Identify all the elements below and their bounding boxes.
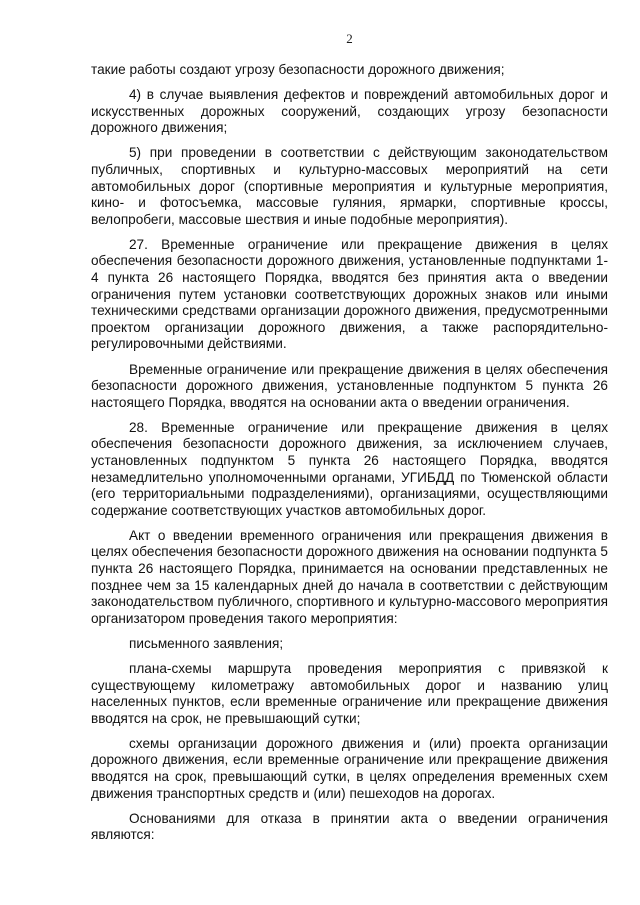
paragraph-refusal-grounds: Основаниями для отказа в принятии акта о введении ограничения являются: bbox=[91, 810, 608, 843]
paragraph-clause-27-continued: Временные ограничение или прекращение движения в целях обеспечения безопасности дорожного движения, установленные подпунктом 5 пункта 26 настоящего Порядка, вводятся на основании акта о введении ограничения. bbox=[91, 361, 608, 410]
paragraph-route-plan: плана-схемы маршрута проведения мероприятия с привязкой к существующему километражу автомобильных дорог и названию улиц населенных пунктов, если временные ограничение или прекращение движения вводятся на срок, не превышающий сутки; bbox=[91, 661, 608, 726]
paragraph-clause-27: 27. Временные ограничение или прекращение движения в целях обеспечения безопасности дорожного движения, установленные подпунктами 1-4 пункта 26 настоящего Порядка, вводятся без принятия акта о введении ограничения путем установки соответствующих дорожных знаков или иными техническими средствами организации дорожного движения, предусмотренными проектом организации дорожного движения, а также распорядительно-регулировочными действиями. bbox=[91, 236, 608, 352]
paragraph-traffic-scheme: схемы организации дорожного движения и (или) проекта организации дорожного движения, если временные ограничение или прекращение движения вводятся на срок, превышающий сутки, в целях определения временных схем движения транспортных средств и (или) пешеходов на дорогах. bbox=[91, 735, 608, 801]
page-number: 2 bbox=[346, 31, 353, 46]
paragraph-item-4: 4) в случае выявления дефектов и повреждений автомобильных дорог и искусственных дорожных сооружений, создающих угрозу безопасности дорожного движения; bbox=[91, 87, 608, 136]
document-body bbox=[91, 62, 608, 844]
paragraph-clause-28: 28. Временные ограничение или прекращение движения в целях обеспечения безопасности дорожного движения, за исключением случаев, установленных подпунктом 5 пункта 26 настоящего Порядка, вводятся незамедлительно уполномоченными органами, УГИБДД по Тюменской области (его территориальными подразделениями), организациями, осуществляющими содержание соответствующих участков автомобильных дорог. bbox=[91, 419, 608, 518]
paragraph-continuation: такие работы создают угрозу безопасности дорожного движения; bbox=[91, 62, 505, 77]
paragraph-act-basis: Акт о введении временного ограничения или прекращения движения в целях обеспечения безопасности дорожного движения на основании подпункта 5 пункта 26 настоящего Порядка, принимается на основании представленных не позднее чем за 15 календарных дней до начала в соответствии с действующим законодательством публичного, спортивного и культурно-массового мероприятия организатором проведения такого мероприятия: bbox=[91, 527, 608, 626]
paragraph-item-5: 5) при проведении в соответствии с действующим законодательством публичных, спортивных и культурно-массовых мероприятий на сети автомобильных дорог (спортивные мероприятия и культурные мероприятия, кино- и фотосъемка, массовые гуляния, ярмарки, спортивные кроссы, велопробеги, массовые шествия и иные подобные мероприятия). bbox=[91, 145, 608, 227]
paragraph-written-application: письменного заявления; bbox=[129, 635, 284, 651]
